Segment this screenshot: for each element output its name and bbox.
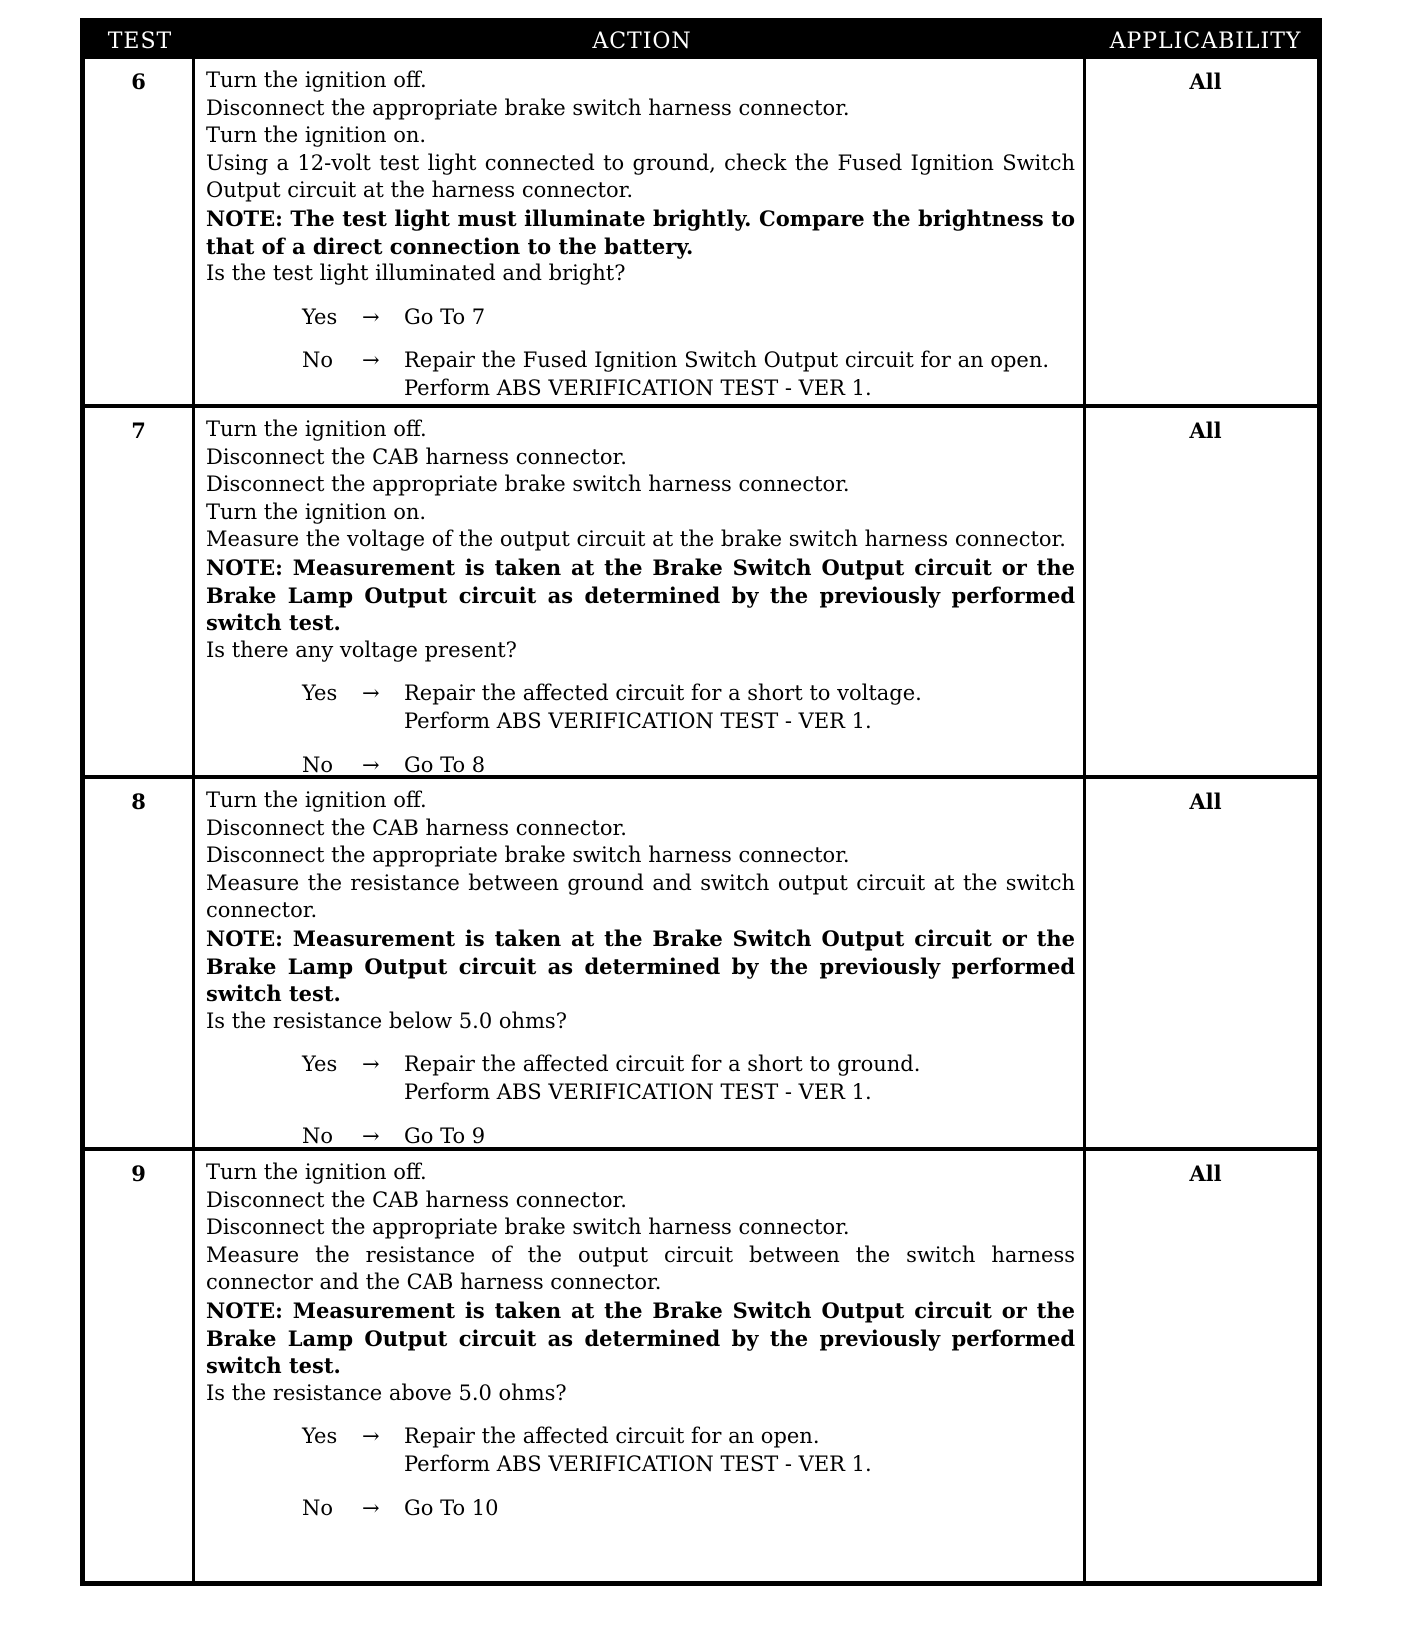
no-label: No <box>302 752 334 777</box>
no-result-2: Perform ABS VERIFICATION TEST - VER 1. <box>404 375 872 400</box>
step: Measure the resistance of the output circuit between the switch harness connector and the CAB harness connector. <box>206 1242 1075 1295</box>
table-header <box>85 23 1317 59</box>
yes-answer <box>206 1051 1075 1106</box>
step: Turn the ignition off. <box>206 1160 427 1184</box>
applicability: All <box>1189 418 1222 443</box>
yes-result-2: Perform ABS VERIFICATION TEST - VER 1. <box>404 1079 872 1104</box>
table-row <box>85 59 1317 404</box>
yes-label: Yes <box>302 304 338 329</box>
arrow-right-icon: → <box>362 304 380 329</box>
diagnostic-table <box>80 18 1322 1586</box>
step: Turn the ignition on. <box>206 499 427 524</box>
table-row <box>85 775 1317 1147</box>
action-cell <box>198 779 1086 1147</box>
step: Turn the ignition off. <box>206 788 427 812</box>
arrow-right-icon: → <box>362 348 380 373</box>
arrow-right-icon: → <box>362 752 380 777</box>
action-cell <box>198 408 1086 775</box>
no-result: Go To 9 <box>404 1123 486 1148</box>
no-result: Go To 10 <box>404 1495 499 1520</box>
step: Disconnect the appropriate brake switch harness connector. <box>206 1215 850 1240</box>
no-answer <box>206 1495 1075 1523</box>
yes-result: Repair the affected circuit for a short to voltage. <box>404 681 922 706</box>
yes-result-2: Perform ABS VERIFICATION TEST - VER 1. <box>404 1451 872 1476</box>
question: Is the test light illuminated and bright? <box>206 261 626 286</box>
no-label: No <box>302 1495 334 1520</box>
yes-label: Yes <box>302 681 338 706</box>
step: Disconnect the appropriate brake switch harness connector. <box>206 843 850 868</box>
arrow-right-icon: → <box>362 681 380 706</box>
applicability: All <box>1189 789 1222 814</box>
note: NOTE: Measurement is taken at the Brake Switch Output circuit or the Brake Lamp Output circuit as determined by the previously performed switch test. <box>206 1297 1075 1379</box>
no-answer <box>206 347 1075 402</box>
arrow-right-icon: → <box>362 1424 380 1449</box>
test-number: 6 <box>85 59 195 404</box>
step: Using a 12-volt test light connected to ground, check the Fused Ignition Switch Output circuit at the harness connector. <box>206 150 1075 203</box>
step: Disconnect the CAB harness connector. <box>206 815 627 840</box>
step: Disconnect the appropriate brake switch harness connector. <box>206 95 850 120</box>
step: Disconnect the CAB harness connector. <box>206 1187 627 1212</box>
step: Measure the resistance between ground and switch output circuit at the switch connector. <box>206 870 1075 923</box>
yes-answer <box>206 1423 1075 1478</box>
step: Turn the ignition off. <box>206 68 427 92</box>
no-result: Repair the Fused Ignition Switch Output circuit for an open. <box>404 348 1050 373</box>
arrow-right-icon: → <box>362 1495 380 1520</box>
header-action: ACTION <box>592 29 692 54</box>
note: NOTE: Measurement is taken at the Brake Switch Output circuit or the Brake Lamp Output circuit as determined by the previously performed switch test. <box>206 925 1075 1007</box>
arrow-right-icon: → <box>362 1052 380 1077</box>
yes-label: Yes <box>302 1424 338 1449</box>
header-applicability: APPLICABILITY <box>1109 29 1302 54</box>
no-result: Go To 8 <box>404 752 486 777</box>
yes-result: Repair the affected circuit for an open. <box>404 1424 820 1449</box>
question: Is there any voltage present? <box>206 637 517 662</box>
test-number: 9 <box>85 1151 195 1581</box>
no-answer <box>206 1123 1075 1151</box>
step: Measure the voltage of the output circuit at the brake switch harness connector. <box>206 527 1066 552</box>
step: Disconnect the appropriate brake switch harness connector. <box>206 472 850 497</box>
header-test: TEST <box>107 29 173 54</box>
no-label: No <box>302 348 334 373</box>
applicability: All <box>1189 1161 1222 1186</box>
test-number: 8 <box>85 779 195 1147</box>
action-cell <box>198 1151 1086 1581</box>
step: Turn the ignition off. <box>206 417 427 441</box>
yes-result: Go To 7 <box>404 304 486 329</box>
table-row <box>85 1147 1317 1581</box>
yes-answer <box>206 304 1075 332</box>
step: Disconnect the CAB harness connector. <box>206 444 627 469</box>
yes-label: Yes <box>302 1052 338 1077</box>
yes-result: Repair the affected circuit for a short to ground. <box>404 1052 921 1077</box>
question: Is the resistance below 5.0 ohms? <box>206 1008 567 1033</box>
applicability: All <box>1189 69 1222 94</box>
step: Turn the ignition on. <box>206 123 427 148</box>
question: Is the resistance above 5.0 ohms? <box>206 1380 567 1405</box>
yes-answer <box>206 680 1075 735</box>
no-label: No <box>302 1123 334 1148</box>
yes-result-2: Perform ABS VERIFICATION TEST - VER 1. <box>404 708 872 733</box>
note: NOTE: Measurement is taken at the Brake Switch Output circuit or the Brake Lamp Output circuit as determined by the previously performed switch test. <box>206 554 1075 636</box>
action-cell <box>198 59 1086 404</box>
test-number: 7 <box>85 408 195 775</box>
table-row <box>85 404 1317 775</box>
note: NOTE: The test light must illuminate brightly. Compare the brightness to that of a direct connection to the battery. <box>206 205 1075 259</box>
arrow-right-icon: → <box>362 1123 380 1148</box>
